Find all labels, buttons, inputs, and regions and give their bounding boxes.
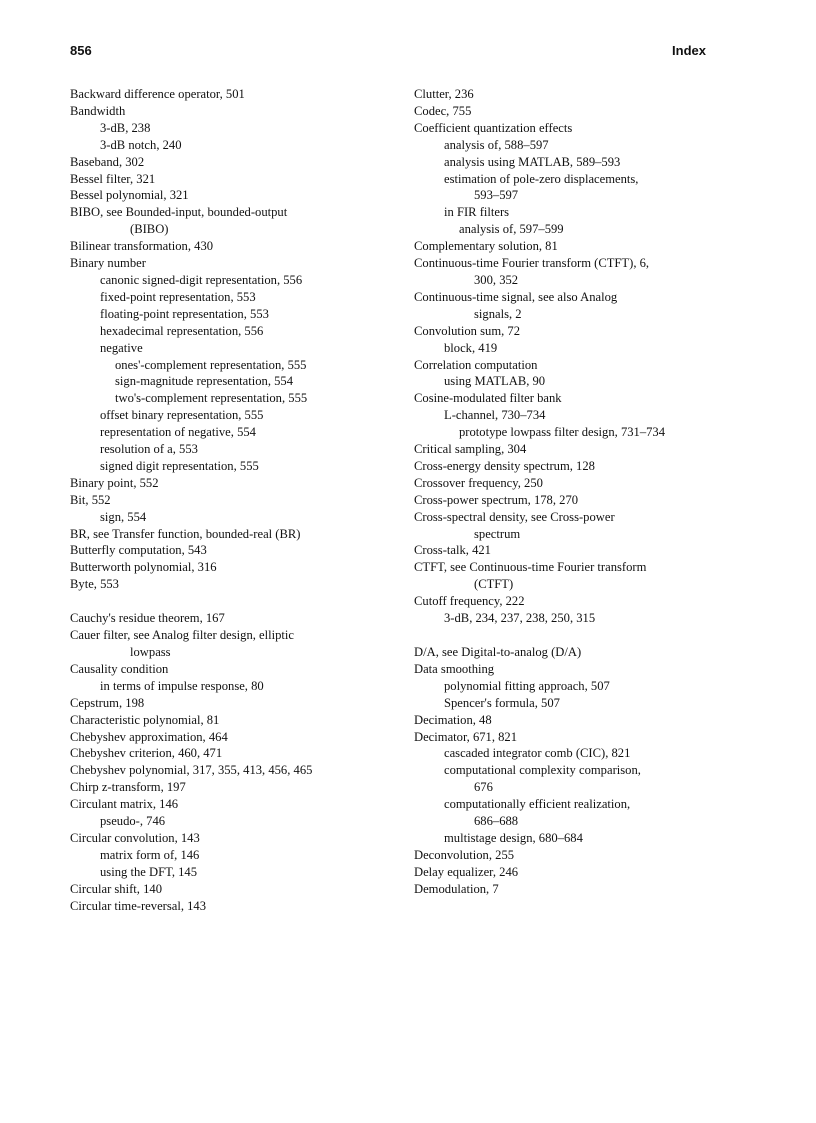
index-entry: Decimator, 671, 821 xyxy=(414,729,518,744)
index-subentry: using MATLAB, 90 xyxy=(444,374,546,389)
index-subentry: 686–688 xyxy=(474,814,519,829)
index-entry: Decimation, 48 xyxy=(414,712,492,727)
index-column-right xyxy=(414,86,744,898)
index-entry: Demodulation, 7 xyxy=(414,881,499,896)
index-subentry: signed digit representation, 555 xyxy=(100,458,259,473)
index-subentry: canonic signed-digit representation, 556 xyxy=(100,272,303,287)
index-subentry: computational complexity comparison, xyxy=(444,763,641,778)
index-subentry: (BIBO) xyxy=(130,222,169,237)
index-entry: Cosine-modulated filter bank xyxy=(414,391,562,406)
index-subentry: analysis of, 597–599 xyxy=(459,222,564,237)
index-subentry: pseudo-, 746 xyxy=(100,814,166,829)
index-entry: Circular time-reversal, 143 xyxy=(70,898,207,913)
index-subentry: fixed-point representation, 553 xyxy=(100,289,256,304)
index-subentry: offset binary representation, 555 xyxy=(100,408,264,423)
index-subentry: in FIR filters xyxy=(444,205,510,220)
index-subentry: resolution of a, 553 xyxy=(100,442,198,457)
index-entry: Critical sampling, 304 xyxy=(414,442,527,457)
index-entry: Backward difference operator, 501 xyxy=(70,87,245,101)
index-subentry: signals, 2 xyxy=(474,306,522,321)
index-entry: Chebyshev approximation, 464 xyxy=(70,729,228,744)
index-entry: Butterfly computation, 543 xyxy=(70,543,207,558)
index-entry: Codec, 755 xyxy=(414,103,472,118)
index-subentry: 300, 352 xyxy=(474,272,519,287)
index-entry: Coefficient quantization effects xyxy=(414,120,573,135)
index-entry: Circular shift, 140 xyxy=(70,881,162,896)
index-entry: BIBO, see Bounded-input, bounded-output xyxy=(70,205,288,220)
index-entry: Continuous-time signal, see also Analog xyxy=(414,289,618,304)
index-entry: Chebyshev polynomial, 317, 355, 413, 456, 465 xyxy=(70,763,313,778)
index-subentry: sign, 554 xyxy=(100,509,147,524)
index-group-gap xyxy=(414,627,744,644)
index-entry: Chebyshev criterion, 460, 471 xyxy=(70,746,223,761)
index-group-gap xyxy=(70,593,415,610)
index-entry: Butterworth polynomial, 316 xyxy=(70,560,217,575)
index-entry: Baseband, 302 xyxy=(70,154,145,169)
index-subentry: using the DFT, 145 xyxy=(100,864,198,879)
index-entry: Bessel polynomial, 321 xyxy=(70,188,189,203)
index-subentry: multistage design, 680–684 xyxy=(444,830,583,845)
running-head-title: Index xyxy=(672,43,706,58)
index-entry: Bandwidth xyxy=(70,103,126,118)
index-subentry: 676 xyxy=(474,780,493,795)
index-entry: D/A, see Digital-to-analog (D/A) xyxy=(414,645,582,659)
index-entry: Chirp z-transform, 197 xyxy=(70,780,186,795)
index-subentry: 593–597 xyxy=(474,188,519,203)
index-subentry: block, 419 xyxy=(444,340,498,355)
index-subentry: sign-magnitude representation, 554 xyxy=(115,374,294,389)
index-subentry: 3-dB, 238 xyxy=(100,120,151,135)
index-subentry: analysis of, 588–597 xyxy=(444,137,549,152)
index-entry: Crossover frequency, 250 xyxy=(414,475,543,490)
index-entry: Complementary solution, 81 xyxy=(414,239,558,254)
index-entry: Deconvolution, 255 xyxy=(414,847,515,862)
index-entry: Clutter, 236 xyxy=(414,87,474,101)
index-entry: Bessel filter, 321 xyxy=(70,171,156,186)
index-subentry: 3-dB, 234, 237, 238, 250, 315 xyxy=(444,611,596,626)
index-entry: Bilinear transformation, 430 xyxy=(70,239,214,254)
index-subentry: estimation of pole-zero displacements, xyxy=(444,171,639,186)
index-subentry: lowpass xyxy=(130,645,171,659)
index-subentry: two's-complement representation, 555 xyxy=(115,391,308,406)
index-entry: Binary point, 552 xyxy=(70,475,159,490)
index-entry: Circular convolution, 143 xyxy=(70,830,200,845)
index-subentry: in terms of impulse response, 80 xyxy=(100,678,264,693)
index-entry: Correlation computation xyxy=(414,357,538,372)
index-entry: Cepstrum, 198 xyxy=(70,695,145,710)
index-subentry: analysis using MATLAB, 589–593 xyxy=(444,154,621,169)
index-entry: Characteristic polynomial, 81 xyxy=(70,712,220,727)
index-subentry: hexadecimal representation, 556 xyxy=(100,323,264,338)
index-entry: Data smoothing xyxy=(414,661,495,676)
index-entry: Cross-power spectrum, 178, 270 xyxy=(414,492,579,507)
index-entry: Continuous-time Fourier transform (CTFT), 6, xyxy=(414,256,650,271)
page-number: 856 xyxy=(70,43,92,58)
index-entry: Cutoff frequency, 222 xyxy=(414,594,525,609)
index-entry: Cross-energy density spectrum, 128 xyxy=(414,458,595,473)
index-entry: Causality condition xyxy=(70,661,169,676)
index-entry: Delay equalizer, 246 xyxy=(414,864,519,879)
index-subentry: ones'-complement representation, 555 xyxy=(115,357,307,372)
index-entry: Cauchy's residue theorem, 167 xyxy=(70,611,225,626)
index-entry: Circulant matrix, 146 xyxy=(70,797,179,812)
index-entry: Cross-talk, 421 xyxy=(414,543,491,558)
index-entry: Cross-spectral density, see Cross-power xyxy=(414,509,615,524)
index-entry: Convolution sum, 72 xyxy=(414,323,521,338)
index-entry: Bit, 552 xyxy=(70,492,111,507)
index-subentry: prototype lowpass filter design, 731–734 xyxy=(459,425,666,440)
index-subentry: representation of negative, 554 xyxy=(100,425,256,440)
index-subentry: Spencer's formula, 507 xyxy=(444,695,560,710)
index-subentry: negative xyxy=(100,340,143,355)
index-entry: BR, see Transfer function, bounded-real (BR) xyxy=(70,526,301,541)
index-subentry: spectrum xyxy=(474,526,521,541)
index-subentry: floating-point representation, 553 xyxy=(100,306,269,321)
index-subentry: cascaded integrator comb (CIC), 821 xyxy=(444,746,631,761)
index-subentry: computationally efficient realization, xyxy=(444,797,631,812)
index-entry: Byte, 553 xyxy=(70,577,119,592)
index-column-left xyxy=(70,86,415,915)
index-subentry: (CTFT) xyxy=(474,577,514,592)
index-subentry: L-channel, 730–734 xyxy=(444,408,546,423)
index-entry: Cauer filter, see Analog filter design, elliptic xyxy=(70,628,295,643)
index-subentry: 3-dB notch, 240 xyxy=(100,137,182,152)
index-entry: Binary number xyxy=(70,256,146,271)
index-subentry: matrix form of, 146 xyxy=(100,847,200,862)
index-entry: CTFT, see Continuous-time Fourier transform xyxy=(414,560,647,575)
index-subentry: polynomial fitting approach, 507 xyxy=(444,678,610,693)
